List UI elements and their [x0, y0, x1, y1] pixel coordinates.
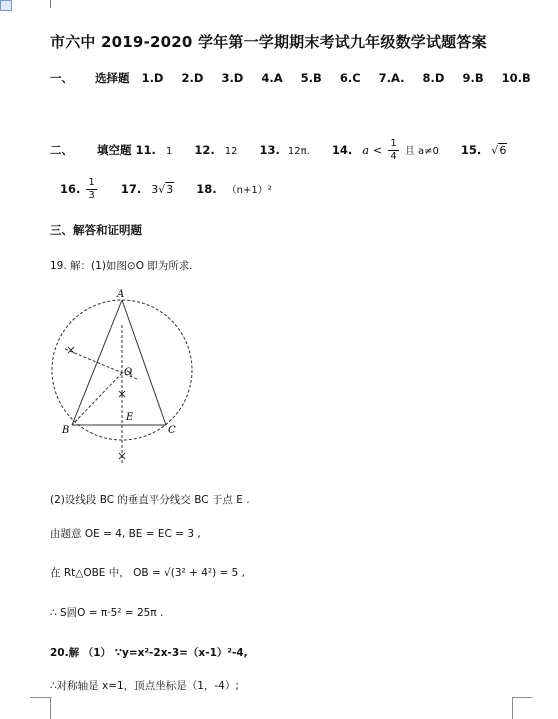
q17-answer: 3√3 — [151, 183, 174, 196]
answer-8: 8.D — [422, 71, 445, 85]
q18-number: 18. — [196, 182, 217, 196]
fill-blank-answers-row-2 — [50, 177, 272, 202]
section-number: 一、 — [50, 71, 73, 85]
answer-3: 3.D — [221, 71, 244, 85]
circle-triangle-figure — [45, 285, 200, 470]
construction-mark — [119, 453, 125, 459]
q15-number: 15. — [460, 143, 482, 157]
q19-given: 由题意 OE = 4, BE = EC = 3 , — [50, 528, 201, 540]
q14-number: 14. — [331, 143, 353, 157]
answer-5: 5.B — [300, 71, 322, 85]
document-icon — [0, 0, 12, 11]
label-e: E — [126, 412, 134, 423]
q14-fraction: $\frac{1}{4}$ — [390, 138, 397, 162]
label-c: C — [168, 425, 176, 436]
q11-answer: 1 — [165, 146, 173, 157]
answer-7: 7.A. — [378, 71, 405, 85]
answer-2: 2.D — [181, 71, 204, 85]
crop-mark-top-left — [50, 0, 51, 8]
q12-number: 12. — [194, 143, 215, 157]
q13-answer: 12π. — [287, 146, 310, 157]
q20-vertex: ∴对称轴是 x=1，顶点坐标是（1，-4）; — [50, 680, 239, 692]
q14-condition: 且 a≠0 — [404, 146, 439, 157]
q16-fraction: $\frac{1}{3}$ — [88, 177, 95, 201]
label-b: B — [62, 425, 70, 436]
multiple-choice-answers — [50, 70, 531, 86]
label-a: A — [117, 289, 125, 300]
section-label: 选择题 — [95, 71, 130, 85]
crop-mark-bottom-right-v — [512, 697, 513, 719]
q15-answer: √6 — [491, 144, 507, 157]
answer-4: 4.A — [261, 71, 283, 85]
q13-number: 13. — [259, 143, 280, 157]
q19-area: ∴ S圆O = π·5² = 25π . — [50, 607, 164, 619]
side-ab — [72, 300, 122, 425]
q19-pythagoras: 在 Rt△OBE 中， OB = √(3² + 4²) = 5 , — [50, 567, 246, 579]
q19-part2: (2)设线段 BC 的垂直平分线交 BC 于点 E . — [50, 494, 250, 506]
q11-number: 11. — [135, 143, 156, 157]
q20-part1: 20.解 （1） ∵y=x²-2x-3=（x-1）²-4, — [50, 647, 248, 659]
answer-6: 6.C — [339, 71, 361, 85]
segment-ob — [72, 373, 122, 425]
answer-10: 10.B — [501, 71, 531, 85]
q16-number: 16. — [60, 182, 81, 196]
fill-blank-answers-row-1 — [50, 138, 507, 163]
q19-part1: 19. 解：(1)如图⊙O 即为所求. — [50, 260, 193, 272]
crop-mark-bottom-right-h — [512, 697, 532, 698]
page-title: 市六中 2019-2020 学年第一学期期末考试九年级数学试题答案 — [50, 33, 487, 51]
answer-1: 1.D — [141, 71, 164, 85]
answer-9: 9.B — [462, 71, 484, 85]
crop-mark-bottom-left-h — [30, 697, 50, 698]
q12-answer: 12 — [224, 146, 238, 157]
label-o: O — [124, 367, 133, 378]
construction-mark — [68, 347, 74, 353]
section-label: 填空题 — [97, 143, 132, 157]
q17-number: 17. — [120, 182, 142, 196]
crop-mark-bottom-left-v — [50, 697, 51, 719]
q14-variable: a < — [362, 143, 383, 157]
section-number: 二、 — [50, 143, 73, 157]
side-ac — [122, 300, 166, 425]
section-3-heading: 三、解答和证明题 — [50, 223, 142, 237]
q18-answer: （n+1）² — [226, 185, 272, 196]
